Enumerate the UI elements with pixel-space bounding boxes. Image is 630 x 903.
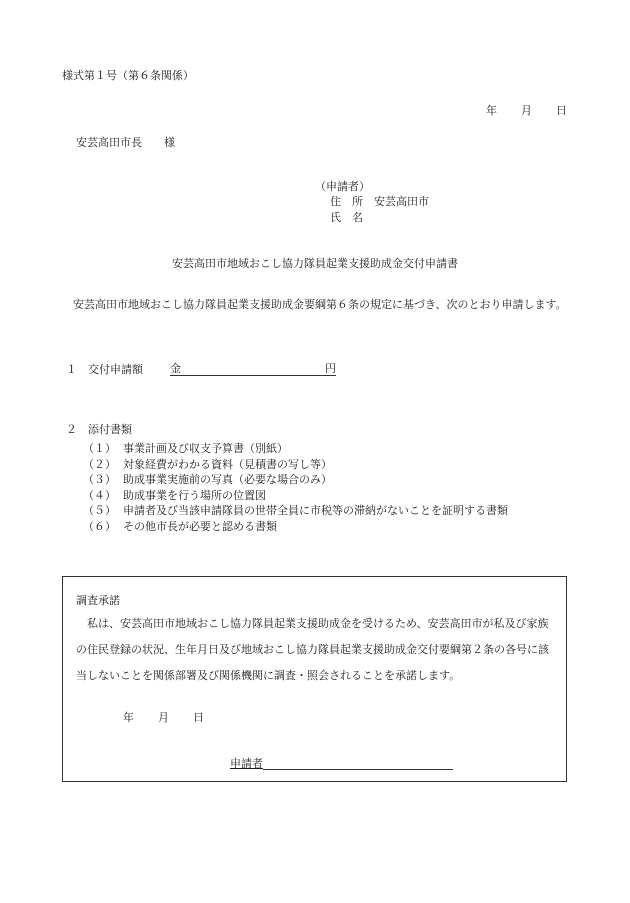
amount-field[interactable] [170,362,336,376]
form-number: 様式第１号（第６条関係） [62,69,194,82]
date-day: 日 [556,104,567,117]
document-title: 安芸高田市地域おこし協力隊員起業支援助成金交付申請書 [172,257,458,270]
address-value: 安芸高田市 [374,195,429,208]
signature-line[interactable] [263,757,453,770]
list-item: （１） 事業計画及び収支予算書（別紙） [83,442,288,455]
section-amount [66,362,336,376]
section-amount-label: １ 交付申請額 [66,362,143,376]
section-attachments-label: ２ 添付書類 [66,423,132,436]
consent-date-day: 日 [193,711,204,724]
amount-prefix: 金 [170,362,181,375]
applicant-address [330,195,429,208]
list-item: （２） 対象経費がわかる資料（見積書の写し等） [83,457,332,471]
name-label: 氏 名 [330,211,363,224]
attachment-list [83,441,508,534]
applicant-name [330,211,363,224]
date-month: 月 [521,104,532,117]
signature-row [230,757,453,770]
list-item: （４） 助成事業を行う場所の位置図 [83,488,266,502]
signer-label: 申請者 [230,757,263,770]
body-text [62,296,577,314]
list-item: （３） 助成事業実施前の写真（必要な場合のみ） [83,473,332,486]
consent-date-year: 年 [123,711,134,724]
date-line [486,104,567,117]
consent-date-month: 月 [158,711,169,724]
address-label: 住 所 [330,195,363,208]
list-item: （６） その他市長が必要と認める書類 [83,519,277,533]
list-item: （５） 申請者及び当該申請隊員の世帯全員に市税等の滞納がないことを証明する書類 [83,504,508,517]
addressee: 安芸高田市長 様 [76,136,175,149]
body-sentence: 安芸高田市地域おこし協力隊員起業支援助成金要綱第６条の規定に基づき、次のとおり申請します。 [73,298,567,311]
consent-text: 私は、安芸高田市地域おこし協力隊員起業支援助成金を受けるため、安芸高田市が私及び家族の住民登録の状況、生年月日及び地域おこし協力隊員起業支援助成金交付要綱第２条の各号に該当しないことを関係部署及び関係機関に調査・照会されることを承諾します。 [76,617,549,682]
consent-date [123,711,204,724]
amount-suffix: 円 [325,362,336,375]
date-year: 年 [486,104,497,117]
applicant-heading: （申請者） [315,180,370,193]
consent-title: 調査承諾 [76,594,120,607]
